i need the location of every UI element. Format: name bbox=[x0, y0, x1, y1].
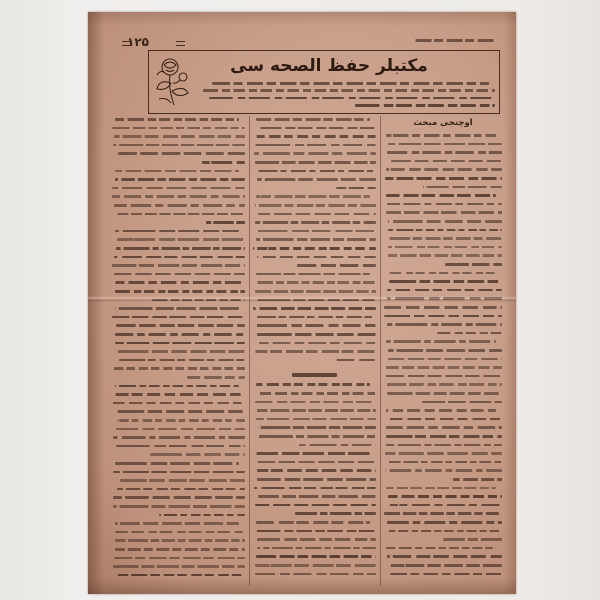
text-line bbox=[115, 548, 245, 551]
text-line bbox=[112, 316, 245, 319]
text-line bbox=[114, 256, 245, 259]
text-line bbox=[258, 213, 376, 216]
text-line bbox=[453, 478, 502, 481]
text-line bbox=[115, 118, 239, 121]
text-line bbox=[116, 359, 245, 362]
text-line bbox=[256, 495, 376, 498]
intro-paragraph bbox=[197, 81, 495, 111]
text-line bbox=[258, 342, 376, 345]
text-line bbox=[387, 555, 502, 558]
page-number-ornament-left bbox=[122, 41, 131, 46]
text-column-left bbox=[112, 116, 245, 586]
text-line bbox=[441, 538, 502, 541]
text-line bbox=[256, 555, 376, 558]
text-line bbox=[388, 229, 502, 232]
text-line bbox=[253, 144, 376, 147]
text-line bbox=[386, 547, 496, 550]
text-line bbox=[203, 89, 495, 92]
text-line bbox=[115, 539, 245, 542]
text-line bbox=[255, 221, 376, 224]
text-line bbox=[388, 246, 502, 249]
text-line bbox=[256, 281, 376, 284]
text-line bbox=[254, 324, 376, 327]
text-line bbox=[256, 521, 370, 524]
text-line bbox=[114, 273, 245, 276]
text-line bbox=[386, 487, 496, 490]
text-line bbox=[387, 323, 502, 326]
text-line bbox=[257, 170, 376, 173]
text-line bbox=[112, 264, 245, 267]
text-line bbox=[388, 237, 502, 240]
text-line bbox=[255, 530, 376, 533]
text-line bbox=[116, 410, 245, 413]
text-line bbox=[422, 401, 502, 404]
text-line bbox=[388, 504, 502, 507]
text-line bbox=[386, 340, 496, 343]
column-rule-right bbox=[380, 116, 381, 586]
page-number-ornament-right bbox=[176, 41, 185, 46]
text-line bbox=[386, 194, 496, 197]
text-line bbox=[355, 104, 495, 107]
text-line bbox=[387, 203, 502, 206]
text-line bbox=[386, 272, 496, 275]
flower-ornament-icon bbox=[151, 53, 193, 109]
text-line bbox=[385, 469, 502, 472]
text-line bbox=[115, 342, 245, 345]
text-line bbox=[115, 307, 239, 310]
text-line bbox=[389, 280, 502, 283]
text-line bbox=[334, 359, 376, 362]
text-line bbox=[386, 366, 502, 369]
text-line bbox=[388, 495, 502, 498]
running-header bbox=[414, 37, 500, 45]
text-line bbox=[114, 531, 245, 534]
text-line bbox=[258, 127, 376, 130]
text-line bbox=[387, 461, 502, 464]
text-line bbox=[115, 522, 239, 525]
subheading-line bbox=[292, 373, 336, 376]
text-line bbox=[113, 436, 245, 439]
text-line bbox=[386, 444, 502, 447]
text-line bbox=[212, 82, 489, 85]
text-line bbox=[254, 152, 376, 155]
newspaper-page bbox=[88, 12, 516, 594]
text-line bbox=[295, 512, 376, 515]
text-line bbox=[115, 385, 239, 388]
text-line bbox=[445, 263, 502, 266]
text-line bbox=[255, 135, 376, 138]
text-line bbox=[114, 204, 245, 207]
text-line bbox=[117, 419, 245, 422]
text-line bbox=[388, 160, 502, 163]
text-line bbox=[117, 488, 245, 491]
text-line bbox=[257, 316, 376, 319]
text-line bbox=[253, 247, 376, 250]
text-line bbox=[115, 393, 245, 396]
text-line bbox=[256, 195, 370, 198]
text-line bbox=[256, 435, 376, 438]
text-line bbox=[256, 238, 376, 241]
text-line bbox=[256, 418, 376, 421]
text-line bbox=[117, 213, 245, 216]
text-line bbox=[385, 375, 502, 378]
text-line bbox=[115, 290, 245, 293]
text-column-middle bbox=[253, 116, 376, 586]
text-line bbox=[257, 178, 376, 181]
text-line bbox=[255, 504, 376, 507]
text-line bbox=[255, 230, 376, 233]
text-line bbox=[115, 238, 245, 241]
text-line bbox=[387, 383, 502, 386]
text-line bbox=[159, 514, 245, 517]
text-line bbox=[113, 471, 245, 474]
text-line bbox=[116, 247, 245, 250]
text-line bbox=[113, 496, 245, 499]
text-line bbox=[258, 426, 376, 429]
text-line bbox=[115, 462, 239, 465]
text-line bbox=[387, 392, 502, 395]
text-line bbox=[388, 220, 502, 223]
text-line bbox=[258, 392, 376, 395]
text-line bbox=[388, 358, 502, 361]
text-line bbox=[115, 170, 239, 173]
page-number-text: ۱۲۵ bbox=[127, 35, 149, 49]
section-heading: اوچنجی مبحث bbox=[413, 118, 473, 128]
column-rule-left bbox=[249, 116, 250, 586]
text-line bbox=[254, 333, 377, 336]
text-line bbox=[385, 177, 502, 180]
text-line bbox=[388, 143, 502, 146]
text-line bbox=[113, 144, 245, 147]
text-line bbox=[112, 195, 245, 198]
text-line bbox=[256, 461, 376, 464]
text-line bbox=[386, 435, 502, 438]
text-line bbox=[117, 574, 245, 577]
text-line bbox=[386, 211, 502, 214]
text-line bbox=[386, 168, 502, 171]
text-line bbox=[387, 289, 502, 292]
text-line bbox=[257, 547, 376, 550]
page-number bbox=[110, 34, 166, 50]
text-line bbox=[387, 521, 502, 524]
text-column-right bbox=[384, 116, 502, 586]
text-line bbox=[254, 350, 376, 353]
text-line bbox=[388, 564, 502, 567]
text-line bbox=[202, 161, 245, 164]
text-line bbox=[385, 452, 502, 455]
text-line bbox=[115, 281, 245, 284]
text-line bbox=[299, 444, 376, 447]
text-line bbox=[255, 161, 376, 164]
text-line bbox=[257, 256, 376, 259]
text-line bbox=[336, 187, 376, 190]
text-line bbox=[114, 367, 245, 370]
text-line bbox=[114, 557, 245, 560]
text-line bbox=[115, 350, 245, 353]
text-line bbox=[384, 512, 502, 515]
text-line bbox=[388, 349, 502, 352]
text-line bbox=[116, 445, 245, 448]
text-line bbox=[257, 478, 376, 481]
text-line bbox=[113, 565, 245, 568]
text-line bbox=[253, 307, 376, 310]
text-line bbox=[386, 426, 502, 429]
paper-fold-crease bbox=[88, 296, 516, 302]
text-line bbox=[112, 402, 245, 405]
text-line bbox=[297, 264, 376, 267]
text-line bbox=[114, 135, 245, 138]
text-line bbox=[256, 273, 370, 276]
text-line bbox=[386, 409, 496, 412]
text-line bbox=[388, 573, 502, 576]
text-line bbox=[423, 186, 502, 189]
text-line bbox=[256, 118, 370, 121]
text-line bbox=[255, 204, 376, 207]
text-line bbox=[434, 332, 502, 335]
text-line bbox=[116, 428, 245, 431]
text-line bbox=[116, 479, 245, 482]
text-line bbox=[384, 306, 502, 309]
text-line bbox=[386, 134, 496, 137]
text-line bbox=[150, 453, 245, 456]
text-line bbox=[116, 324, 245, 327]
article-title: مکتبلر حفظ الصحه سی bbox=[230, 56, 428, 76]
text-line bbox=[256, 383, 370, 386]
text-line bbox=[113, 333, 245, 336]
text-line bbox=[206, 221, 245, 224]
text-line bbox=[208, 97, 495, 100]
text-line bbox=[257, 469, 376, 472]
text-line bbox=[387, 151, 502, 154]
text-line bbox=[388, 254, 502, 257]
text-line bbox=[113, 505, 245, 508]
text-line bbox=[388, 530, 502, 533]
text-line bbox=[254, 487, 376, 490]
text-line bbox=[115, 178, 245, 181]
text-line bbox=[387, 418, 502, 421]
text-line bbox=[255, 401, 376, 404]
text-line bbox=[112, 127, 245, 130]
text-line bbox=[384, 315, 502, 318]
text-line bbox=[414, 39, 494, 42]
text-line bbox=[255, 573, 376, 576]
text-line bbox=[115, 230, 239, 233]
text-line bbox=[117, 152, 245, 155]
text-line bbox=[187, 376, 245, 379]
article-title-box bbox=[148, 50, 500, 114]
text-line bbox=[253, 564, 376, 567]
text-line bbox=[256, 452, 370, 455]
text-line bbox=[112, 187, 245, 190]
text-line bbox=[257, 538, 376, 541]
text-line bbox=[257, 409, 376, 412]
text-line bbox=[255, 290, 376, 293]
